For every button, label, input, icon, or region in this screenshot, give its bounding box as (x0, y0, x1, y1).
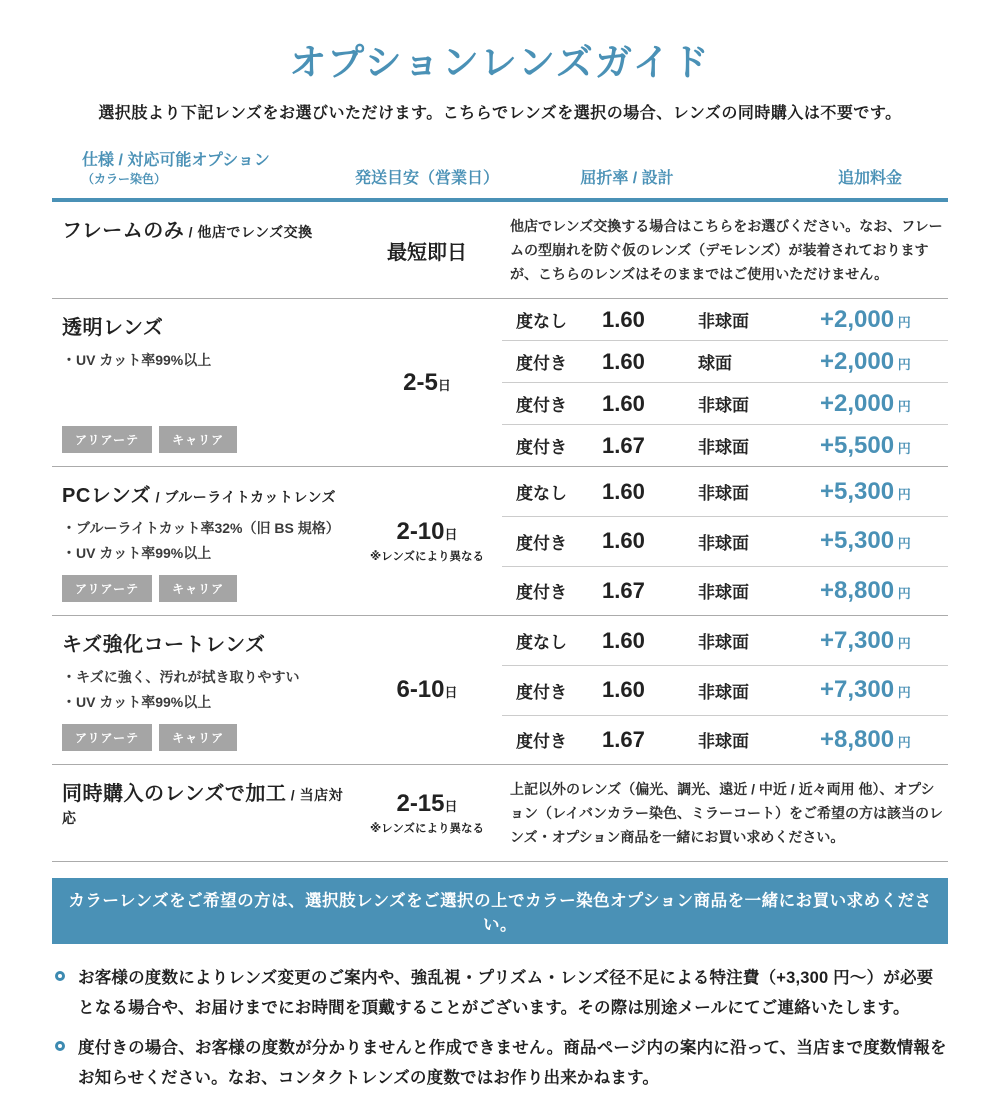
option-refraction-index: 1.60 (602, 528, 645, 554)
option-price-unit: 円 (894, 635, 911, 651)
option-refraction-index: 1.67 (602, 726, 645, 752)
option-price-unit: 円 (894, 585, 911, 601)
option-refraction-index: 1.60 (602, 348, 645, 374)
shipping-estimate: 最短即日 (387, 241, 467, 264)
option-row (502, 424, 948, 466)
option-refraction-index: 1.60 (602, 478, 645, 504)
section-title (62, 479, 346, 508)
circle-bullet-icon (55, 971, 65, 981)
option-row (502, 467, 948, 516)
section-title-main: キズ強化コートレンズ (62, 634, 266, 657)
section-shipping-clear-lens (352, 299, 502, 466)
feature-item: ・UV カット率99%以上 (62, 693, 212, 710)
section-title (62, 777, 346, 829)
spec-spacer (62, 373, 346, 417)
option-price-unit: 円 (894, 314, 911, 330)
option-price-unit: 円 (894, 398, 911, 414)
shipping-days: 2-15 (396, 790, 445, 818)
option-price-value: +2,000 (820, 347, 895, 375)
option-price-value: +7,300 (820, 626, 895, 654)
shipping-estimate (396, 518, 457, 546)
option-refraction-index: 1.60 (602, 677, 645, 703)
option-row (502, 616, 948, 665)
option-row (502, 340, 948, 382)
section-shipping-pc-lens (352, 467, 502, 615)
section-title-main: 透明レンズ (62, 317, 164, 340)
option-design: 非球面 (698, 396, 749, 416)
option-design: 非球面 (698, 533, 749, 553)
section-title-main: 同時購入のレンズで加工 (62, 783, 287, 806)
option-price-value: +8,800 (820, 725, 895, 753)
option-price-unit: 円 (894, 356, 911, 372)
section-spec-clear-lens (52, 299, 352, 466)
circle-bullet-icon (55, 1041, 65, 1051)
badge-career: キャリア (159, 426, 237, 453)
option-price-value: +5,500 (820, 431, 895, 459)
footnote-item (52, 964, 948, 1023)
section-pc-lens (52, 466, 948, 615)
option-price-value: +5,300 (820, 527, 895, 555)
section-title-suffix: / 当店対応 (62, 787, 344, 827)
option-price-value: +8,800 (820, 576, 895, 604)
section-shipping-purchased-together (352, 765, 502, 861)
option-design: 非球面 (698, 438, 749, 458)
section-spec-frame-only (52, 202, 352, 298)
option-refraction-index: 1.67 (602, 577, 645, 603)
footnote-text: 度付きの場合、お客様の度数が分かりませんと作成できません。商品ページ内の案内に沿って、当店まで度数情報をお知らせください。なお、コンタクトレンズの度数ではお作り出来かねます。 (78, 1038, 947, 1087)
option-price (820, 527, 948, 555)
section-shipping-scratch-coat-lens (352, 616, 502, 764)
option-design: 非球面 (698, 312, 749, 332)
section-options-clear-lens (502, 299, 948, 466)
section-spec-scratch-coat-lens (52, 616, 352, 764)
option-price-value: +5,300 (820, 477, 895, 505)
option-price (820, 478, 948, 506)
option-price (820, 627, 948, 655)
section-scratch-coat-lens (52, 615, 948, 764)
table-column-headers (52, 147, 948, 188)
section-note: 他店でレンズ交換する場合はこちらをお選びください。なお、フレームの型崩れを防ぐ仮のレンズ（デモレンズ）が装着されておりますが、こちらのレンズはそのままではご使用いただけません。 (510, 218, 943, 283)
feature-item: ・UV カット率99%以上 (62, 352, 212, 369)
page-title: オプションレンズガイド (289, 42, 711, 83)
option-price-value: +2,000 (820, 305, 895, 333)
section-options-pc-lens (502, 467, 948, 615)
section-title (62, 214, 346, 243)
section-feature-list (62, 516, 346, 565)
footnotes (52, 964, 948, 1093)
option-price-value: +2,000 (820, 389, 895, 417)
column-header-shipping: 発送目安（営業日） (354, 170, 499, 187)
shipping-note: ※レンズにより異なる (369, 823, 485, 836)
option-price (820, 676, 948, 704)
option-power: 度付き (516, 682, 567, 702)
badge-ariaate: アリアーテ (62, 724, 152, 751)
option-price-unit: 円 (894, 734, 911, 750)
option-price-unit: 円 (894, 440, 911, 456)
footnote-text: お客様の度数によりレンズ変更のご案内や、強乱視・プリズム・レンズ径不足による特注費（+3,300 円～）が必要となる場合や、お届けまでにお時間を頂戴することがございます。その際は別途メールにてご連絡いたします。 (78, 969, 934, 1018)
section-feature-list (62, 348, 346, 373)
option-price (820, 726, 948, 754)
option-price (820, 348, 948, 376)
shipping-unit: 日 (444, 685, 458, 701)
badge-career: キャリア (159, 724, 237, 751)
option-power: 度付き (516, 583, 567, 603)
option-row (502, 299, 948, 340)
color-lens-banner: カラーレンズをご希望の方は、選択肢レンズをご選択の上でカラー染色オプション商品を一緒にお買い求めください。 (52, 878, 948, 944)
shipping-unit: 日 (437, 377, 451, 393)
option-design: 球面 (698, 354, 732, 374)
option-price-value: +7,300 (820, 676, 895, 704)
shipping-unit: 日 (444, 799, 458, 815)
option-power: 度付き (516, 732, 567, 752)
option-price-unit: 円 (894, 685, 911, 701)
option-power: 度付き (516, 533, 567, 553)
column-header-spec-note: （カラー染色） (82, 172, 167, 186)
page-subtitle: 選択肢より下記レンズをお選びいただけます。こちらでレンズを選択の場合、レンズの同時購入は不要です。 (98, 105, 902, 122)
shipping-estimate (403, 369, 451, 397)
section-title-suffix: / 他店でレンズ交換 (184, 224, 313, 240)
section-title-suffix: / ブルーライトカットレンズ (151, 489, 337, 506)
option-design: 非球面 (698, 682, 749, 702)
column-header-refraction-design: 屈折率 / 設計 (580, 170, 674, 187)
feature-item: ・キズに強く、汚れが拭き取りやすい (62, 669, 300, 686)
shipping-estimate (396, 676, 457, 704)
option-price-unit: 円 (894, 536, 911, 552)
section-options-scratch-coat-lens (502, 616, 948, 764)
shipping-estimate (396, 790, 457, 818)
column-header-price: 追加料金 (837, 170, 902, 187)
option-price (820, 577, 948, 605)
option-row (502, 516, 948, 566)
option-row (502, 566, 948, 616)
shipping-days: 2-5 (403, 368, 438, 396)
option-refraction-index: 1.60 (602, 306, 645, 332)
option-design: 非球面 (698, 484, 749, 504)
option-power: 度付き (516, 396, 567, 416)
section-badges (62, 575, 346, 602)
section-shipping-frame-only (352, 202, 502, 298)
shipping-days: 2-10 (396, 518, 445, 546)
lens-table-body (52, 202, 948, 862)
option-row (502, 715, 948, 765)
badge-ariaate: アリアーテ (62, 575, 152, 602)
section-spec-pc-lens (52, 467, 352, 615)
option-design: 非球面 (698, 583, 749, 603)
section-purchased-together (52, 764, 948, 862)
option-power: 度付き (516, 438, 567, 458)
option-power: 度なし (516, 633, 567, 653)
section-spec-purchased-together (52, 765, 352, 861)
feature-item: ・ブルーライトカット率32%（旧 BS 規格） (62, 520, 340, 537)
option-refraction-index: 1.67 (602, 432, 645, 458)
option-row (502, 665, 948, 715)
feature-item: ・UV カット率99%以上 (62, 544, 212, 561)
column-header-spec: 仕様 / 対応可能オプション（カラー染色） (82, 152, 270, 186)
section-clear-lens (52, 298, 948, 466)
spec-spacer (62, 243, 346, 285)
section-feature-list (62, 665, 346, 714)
option-design: 非球面 (698, 633, 749, 653)
option-row (502, 382, 948, 424)
option-price-unit: 円 (894, 486, 911, 502)
option-price (820, 306, 948, 334)
option-price (820, 432, 948, 460)
option-price (820, 390, 948, 418)
footnote-item (52, 1034, 948, 1093)
shipping-note: ※レンズにより異なる (369, 551, 485, 564)
section-title-main: フレームのみ (62, 220, 185, 242)
option-power: 度付き (516, 354, 567, 374)
shipping-days: 6-10 (396, 676, 445, 704)
badge-ariaate: アリアーテ (62, 426, 152, 453)
option-refraction-index: 1.60 (602, 627, 645, 653)
section-title (62, 311, 346, 340)
section-title-main: PCレンズ (62, 485, 152, 508)
option-refraction-index: 1.60 (602, 390, 645, 416)
section-note: 上記以外のレンズ（偏光、調光、遠近 / 中近 / 近々両用 他）、オプション（レイバンカラー染色、ミラーコート）をご希望の方は該当のレンズ・オプション商品を一緒にお買い求めください。 (510, 781, 944, 846)
section-frame-only (52, 202, 948, 298)
option-power: 度なし (516, 312, 567, 332)
option-design: 非球面 (698, 732, 749, 752)
option-power: 度なし (516, 484, 567, 504)
section-badges (62, 724, 346, 751)
section-badges (62, 426, 346, 453)
badge-career: キャリア (159, 575, 237, 602)
shipping-unit: 日 (444, 527, 458, 543)
spec-spacer (62, 829, 346, 848)
section-title (62, 628, 346, 657)
